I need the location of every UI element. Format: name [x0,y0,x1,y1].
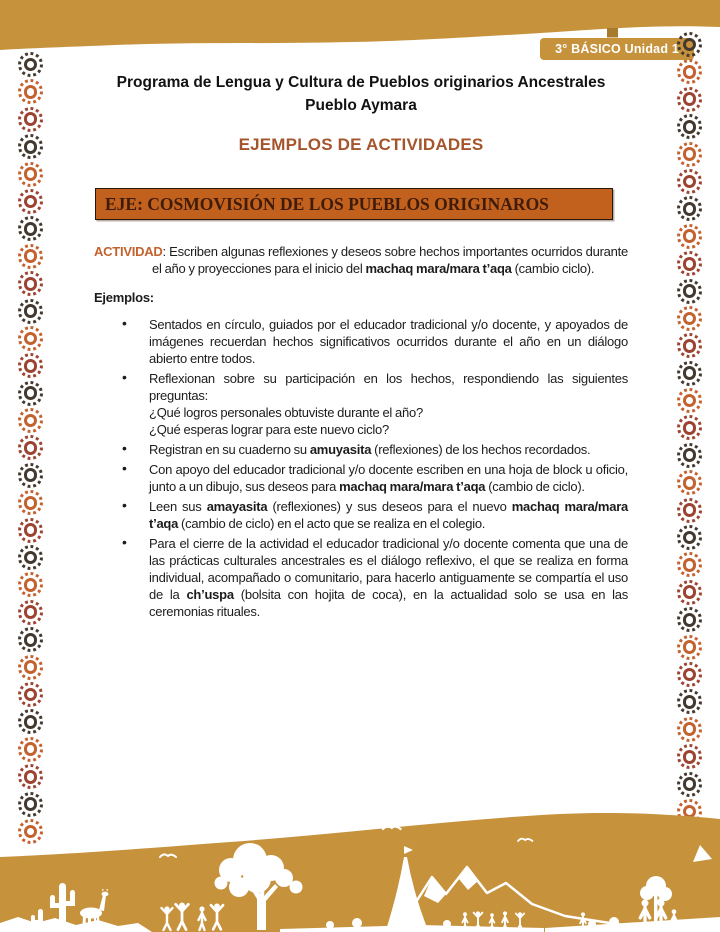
andean-motif-icon [18,244,43,269]
andean-motif-icon [677,251,702,276]
footer-landscape-illustration [0,797,720,932]
andean-motif-icon [677,635,702,660]
andean-motif-icon [677,32,702,57]
andean-motif-icon [18,764,43,789]
andean-motif-icon [18,709,43,734]
andean-motif-icon [18,545,43,570]
andean-motif-icon [677,525,702,550]
andean-motif-icon [677,717,702,742]
andean-motif-icon [677,306,702,331]
andean-motif-icon [18,381,43,406]
andean-motif-icon [677,114,702,139]
andean-motif-icon [677,142,702,167]
example-bullet: • Reflexionan sobre su participación en los hechos, respondiendo las siguientes preguntas: ¿Qué logros personales obtuviste durante el año? ¿Qué esperas lograr para este nuevo ciclo? [149,370,628,439]
example-bullet: • Leen sus amayasita (reflexiones) y sus deseos para el nuevo machaq mara/mara t’aqa (cambio de ciclo) en el acto que se realiza en el colegio. [149,498,628,532]
andean-motif-icon [677,772,702,797]
andean-motif-icon [677,388,702,413]
andean-motif-icon [18,299,43,324]
andean-motif-icon [18,271,43,296]
andean-motif-icon [677,580,702,605]
andean-motif-icon [18,490,43,515]
andean-motif-icon [18,655,43,680]
andean-motif-icon [677,689,702,714]
title-block [94,71,628,117]
andean-motif-icon [677,196,702,221]
program-subtitle: Pueblo Aymara [305,97,417,114]
andean-motif-icon [18,463,43,488]
andean-motif-icon [677,169,702,194]
example-bullet: • Con apoyo del educador tradicional y/o docente escriben en una hoja de block u oficio, junto a un dibujo, sus deseos para machaq mara/mara t’aqa (cambio de ciclo). [149,461,628,495]
andean-motif-icon [18,435,43,460]
andean-motif-icon [677,279,702,304]
andean-motif-icon [677,744,702,769]
andean-motif-icon [18,216,43,241]
section-title: EJEMPLOS DE ACTIVIDADES [238,135,484,154]
andean-motif-icon [18,134,43,159]
andean-motif-icon [677,552,702,577]
andean-motif-icon [677,87,702,112]
andean-motif-icon [677,607,702,632]
andean-motif-icon [677,498,702,523]
example-bullet: • Sentados en círculo, guiados por el educador tradicional y/o docente, y apoyados de imágenes recuerdan hechos significativos ocurridos durante el año en un diálogo abierto entre todos. [149,316,628,368]
andean-motif-icon [18,79,43,104]
andean-motif-icon [18,600,43,625]
left-decorative-border [18,52,43,844]
eje-banner: EJE: COSMOVISIÓN DE LOS PUEBLOS ORIGINAROS [95,188,613,220]
activity-text: : Escriben algunas reflexiones y deseos sobre hechos importantes ocurridos durante el año y proyecciones para el inicio del machaq mara/mara t’aqa (cambio ciclo). [152,244,628,277]
andean-motif-icon [18,107,43,132]
andean-motif-icon [18,408,43,433]
andean-motif-icon [677,415,702,440]
andean-motif-icon [677,224,702,249]
andean-motif-icon [677,59,702,84]
andean-motif-icon [677,333,702,358]
andean-motif-icon [18,189,43,214]
andean-motif-icon [18,326,43,351]
right-decorative-border [677,32,702,824]
andean-motif-icon [18,682,43,707]
andean-motif-icon [18,162,43,187]
andean-motif-icon [18,627,43,652]
activity-label: ACTIVIDAD [94,244,163,259]
andean-motif-icon [677,361,702,386]
program-title: Programa de Lengua y Cultura de Pueblos originarios Ancestrales [116,74,606,91]
andean-motif-icon [18,572,43,597]
andean-motif-icon [18,518,43,543]
example-bullet: • Para el cierre de la actividad el educador tradicional y/o docente comenta que una de las prácticas culturales ancestrales es el diálogo reflexivo, el que se realiza en forma individual, acompañado o comunitario, para hacerlo antiguamente se compartía el uso de la ch’uspa (bolsita con hojita de coca), en la actualidad solo se usa en las ceremonias rituales. [149,535,628,621]
andean-motif-icon [677,443,702,468]
andean-motif-icon [18,353,43,378]
examples-list [94,316,628,621]
activity-paragraph [94,243,628,277]
unit-badge: 3° BÁSICO Unidad 1 [540,38,694,60]
andean-motif-icon [677,470,702,495]
examples-heading: Ejemplos: [94,290,154,306]
andean-motif-icon [18,737,43,762]
andean-motif-icon [18,52,43,77]
example-bullet: • Registran en su cuaderno su amuyasita (reflexiones) de los hechos recordados. [149,441,628,458]
andean-motif-icon [677,662,702,687]
content-column [94,243,628,623]
